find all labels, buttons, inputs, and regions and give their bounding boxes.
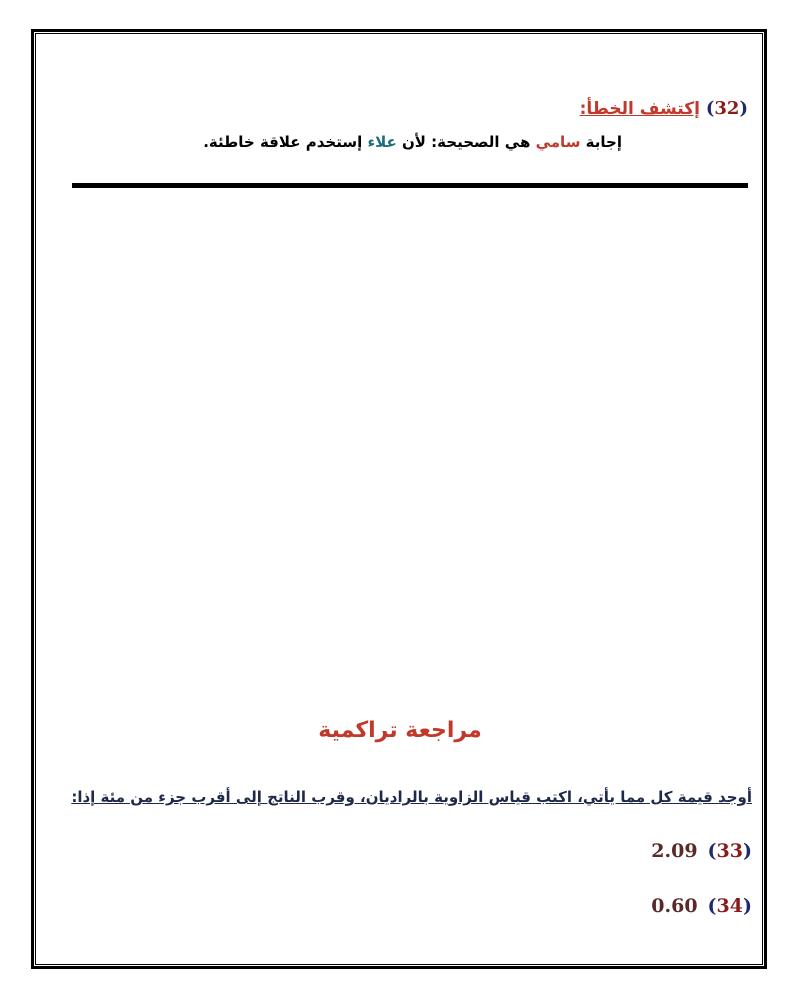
- cumulative-review-title: مراجعة تراكمية: [318, 718, 482, 743]
- question-33: [651, 840, 752, 862]
- review-instruction: أوجد قيمة كل مما يأتي، اكتب قياس الزاوية بالراديان، وقرب الناتج إلى أقرب جزء من مئة إذا:: [71, 788, 752, 806]
- find-the-error-heading: إكتشف الخطأ:: [579, 99, 700, 119]
- answer-text-3: إستخدم علاقة خاطئة.: [203, 133, 368, 151]
- question-33-number: (33): [707, 840, 752, 862]
- student-name-sami: سامي: [535, 133, 581, 151]
- question-34-value: 0.60: [651, 895, 698, 917]
- student-name-alaa: علاء: [367, 133, 397, 151]
- question-32-answer: [203, 133, 622, 151]
- question-34: [651, 895, 752, 917]
- page-inner-border: [35, 33, 763, 965]
- answer-text-2: هي الصحيحة: لأن: [396, 133, 536, 151]
- section-divider: [72, 183, 748, 188]
- question-34-number: (34): [707, 895, 752, 917]
- answer-text-1: إجابة: [580, 133, 622, 151]
- question-32-number: (32): [705, 98, 748, 119]
- question-32-header: [580, 98, 748, 119]
- question-33-value: 2.09: [651, 840, 698, 862]
